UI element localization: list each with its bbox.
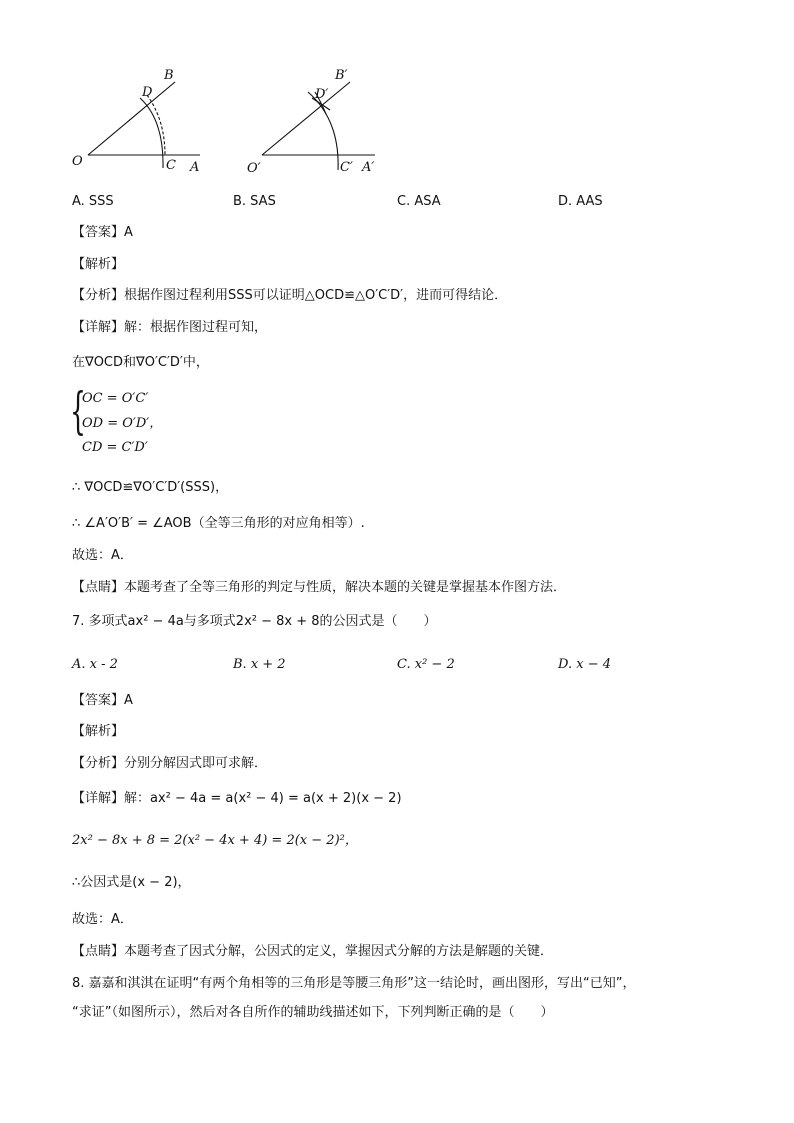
label-B: B <box>164 68 174 83</box>
q7-analysis-heading: 【解析】 <box>72 724 125 739</box>
construction-figure <box>0 0 794 190</box>
q7-detail-line-3: ∴公因式是(x − 2)， <box>72 875 191 890</box>
triangle-statement: 在∇OCD和∇O′C′D′中， <box>72 355 209 370</box>
q7-answer: 【答案】A <box>72 693 133 708</box>
q7-detail-line-2: 2x² − 8x + 8 = 2(x² − 4x + 4) = 2(x − 2)²， <box>72 833 358 848</box>
label-B-prime: B′ <box>335 68 348 83</box>
label-A-prime: A′ <box>362 160 375 175</box>
analysis-text: 【分析】根据作图过程利用SSS可以证明△OCD≌△O′C′D′，进而可得结论． <box>72 288 508 303</box>
q7-option-d: D. x − 4 <box>558 657 611 672</box>
choice: 故选：A． <box>72 548 133 563</box>
q7-option-c: C. x² − 2 <box>397 657 455 672</box>
option-a: A. SSS <box>72 194 114 209</box>
q7-analysis-text: 【分析】分别分解因式即可求解． <box>72 756 268 771</box>
system-brace: { <box>70 382 86 440</box>
q7-detail-line-1: 【详解】解：ax² − 4a = a(x² − 4) = a(x + 2)(x − 2) <box>72 791 402 806</box>
detail-text: 【详解】解：根据作图过程可知， <box>72 320 268 335</box>
system-line-3: CD = C′D′ <box>82 440 148 455</box>
option-d: D. AAS <box>558 194 603 209</box>
q7-summary: 【点睛】本题考查了因式分解，公因式的定义，掌握因式分解的方法是解题的关键． <box>72 944 554 959</box>
conclusion-1: ∴ ∇OCD≌∇O′C′D′(SSS)， <box>72 480 229 495</box>
label-O-prime: O′ <box>247 161 261 176</box>
q7-option-b: B. x + 2 <box>233 657 286 672</box>
conclusion-2: ∴ ∠A′O′B′ = ∠AOB（全等三角形的对应角相等）. <box>72 516 365 531</box>
label-O: O <box>72 154 83 169</box>
analysis-heading: 【解析】 <box>72 257 125 272</box>
label-C: C <box>166 158 176 173</box>
system-line-2: OD = O′D′， <box>82 416 163 431</box>
question-8-stem-line-1: 8. 嘉嘉和淇淇在证明“有两个角相等的三角形是等腰三角形”这一结论时，画出图形，写出“已知”， <box>72 976 636 991</box>
option-b: B. SAS <box>233 194 276 209</box>
q7-option-a: A. x - 2 <box>72 657 118 672</box>
label-D: D <box>142 85 153 100</box>
label-C-prime: C′ <box>340 160 353 175</box>
summary: 【点睛】本题考查了全等三角形的判定与性质，解决本题的关键是掌握基本作图方法． <box>72 580 567 595</box>
question-7-stem: 7. 多项式ax² − 4a与多项式2x² − 8x + 8的公因式是（ ） <box>72 614 437 629</box>
q7-choice: 故选：A． <box>72 912 133 927</box>
label-A: A <box>190 160 200 175</box>
system-line-1: OC = O′C′ <box>82 391 149 406</box>
label-D-prime: D′ <box>315 87 329 102</box>
option-c: C. ASA <box>397 194 441 209</box>
question-8-stem-line-2: “求证”（如图所示），然后对各自所作的辅助线描述如下，下列判断正确的是（ ） <box>72 1005 554 1020</box>
answer: 【答案】A <box>72 225 133 240</box>
